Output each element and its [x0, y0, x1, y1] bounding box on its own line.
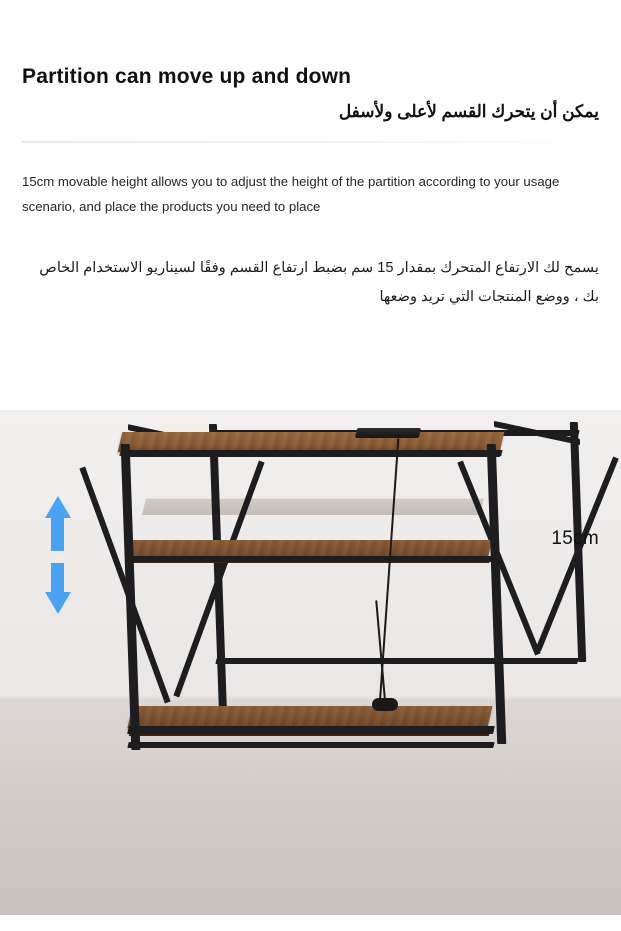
- arrow-down-icon: [45, 592, 71, 614]
- frame-rail-front-foot: [127, 742, 494, 748]
- power-plug: [372, 698, 398, 711]
- frame-rail-front-top: [125, 450, 502, 457]
- up-down-arrow-annotation: [36, 496, 80, 636]
- arrow-up-stem: [51, 517, 64, 551]
- frame-leg-front-right: [487, 444, 506, 744]
- movable-partition-ghost: [142, 498, 484, 515]
- arrow-down-stem: [51, 563, 64, 593]
- photo-bottom-margin: [0, 915, 621, 931]
- arrow-up-icon: [45, 496, 71, 518]
- shelf-board-top: [118, 432, 505, 452]
- shelf-unit: [104, 420, 524, 800]
- page-title-arabic: يمكن أن يتحرك القسم لأعلى ولأسفل: [338, 102, 599, 122]
- shelf-board-bottom: [127, 706, 492, 728]
- frame-rail-back-bottom: [215, 658, 578, 664]
- frame-leg-front-left: [121, 444, 141, 750]
- description-arabic: يسمح لك الارتفاع المتحرك بمقدار 15 سم بضبط ارتفاع القسم وفقًا لسيناريو الاستخدام الخاص بك ، ووضع المنتجات التي تريد وضعها: [39, 260, 599, 306]
- frame-rail-front-bottom: [127, 726, 495, 734]
- frame-rail-front-middle: [129, 556, 492, 562]
- description-english: 15cm movable height allows you to adjust the height of the partition according to your usage scenario, and place the products you need to place: [22, 173, 560, 215]
- header-text-block: [0, 0, 621, 313]
- section-divider: [22, 141, 599, 143]
- page-title: Partition can move up and down: [22, 65, 352, 88]
- measurement-label: 15cm: [551, 528, 599, 549]
- product-photo: [0, 400, 621, 931]
- power-strip: [355, 428, 421, 438]
